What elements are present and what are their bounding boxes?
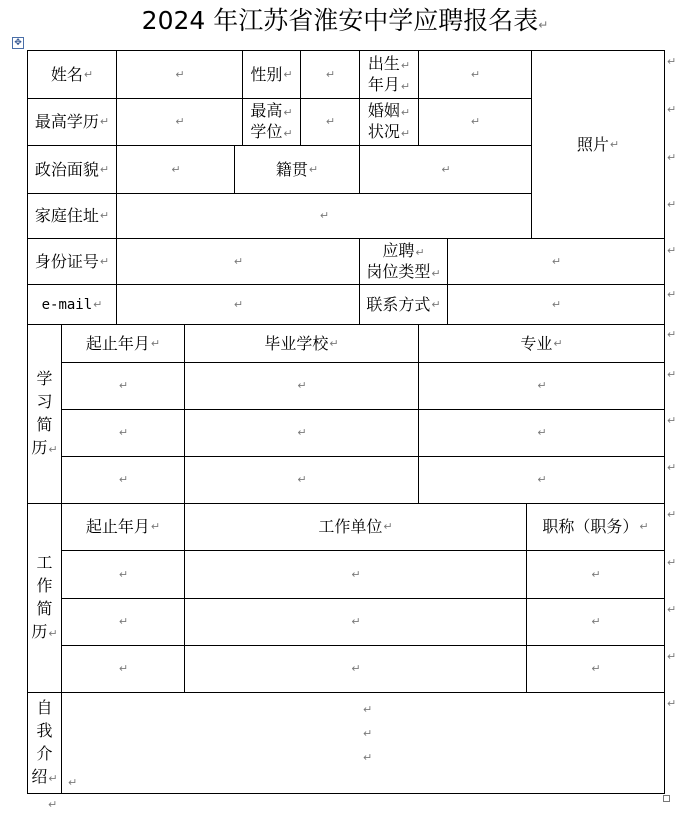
- row-end-mark: ↵: [667, 368, 677, 381]
- table-move-handle-icon[interactable]: ✥: [12, 37, 24, 49]
- contact-field[interactable]: ↵: [551, 297, 562, 311]
- row-end-mark: ↵: [667, 603, 677, 616]
- degree-field[interactable]: ↵: [325, 115, 336, 128]
- label-marriage: 婚姻↵ 状况↵: [367, 101, 411, 141]
- study-major-field[interactable]: ↵: [537, 426, 547, 439]
- politics-field[interactable]: ↵: [171, 162, 181, 176]
- label-id-number: 身份证号 ↵: [34, 251, 110, 271]
- row-end-mark: ↵: [667, 244, 677, 257]
- study-header-school: 毕业学校 ↵: [264, 333, 339, 353]
- work-employer-field[interactable]: ↵: [351, 567, 361, 581]
- study-school-field[interactable]: ↵: [297, 426, 307, 439]
- study-period-field[interactable]: ↵: [118, 379, 129, 392]
- label-contact: 联系方式 ↵: [366, 294, 441, 314]
- work-period-field[interactable]: ↵: [118, 662, 129, 675]
- intro-section-label: 自 我 介 绍↵: [31, 698, 58, 786]
- row-end-mark: ↵: [667, 288, 677, 301]
- work-header-employer: 工作单位 ↵: [318, 517, 393, 536]
- label-email: e-mail ↵: [41, 296, 103, 313]
- label-gender: 性别 ↵: [250, 64, 293, 84]
- work-period-field[interactable]: ↵: [118, 615, 129, 628]
- photo-box[interactable]: 照片 ↵: [576, 134, 620, 154]
- work-period-field[interactable]: ↵: [118, 567, 129, 581]
- label-native: 籍贯 ↵: [275, 159, 319, 179]
- work-title-field[interactable]: ↵: [591, 567, 601, 581]
- work-title-field[interactable]: ↵: [591, 615, 601, 628]
- row-end-mark: ↵: [667, 151, 677, 164]
- label-degree: 最高↵ 学位↵: [250, 101, 293, 141]
- row-end-mark: ↵: [667, 198, 677, 211]
- study-period-field[interactable]: ↵: [118, 426, 129, 439]
- study-header-period: 起止年月 ↵: [85, 333, 161, 353]
- row-end-mark: ↵: [667, 697, 677, 710]
- work-header-period: 起止年月 ↵: [85, 517, 161, 536]
- label-name: 姓名 ↵: [50, 64, 94, 84]
- work-section-label: 工 作 简 历↵: [31, 553, 58, 641]
- paragraph-mark: ↵: [68, 776, 78, 789]
- row-end-mark: ↵: [667, 414, 677, 427]
- study-school-field[interactable]: ↵: [297, 473, 307, 486]
- name-field[interactable]: ↵: [175, 67, 185, 81]
- birth-field[interactable]: ↵: [470, 67, 481, 81]
- intro-field[interactable]: [62, 693, 664, 793]
- study-header-major: 专业 ↵: [520, 333, 563, 353]
- label-birth: 出生↵ 年月↵: [367, 53, 411, 94]
- study-major-field[interactable]: ↵: [537, 473, 547, 486]
- work-header-title: 职称（职务） ↵: [542, 517, 649, 536]
- marriage-field[interactable]: ↵: [470, 115, 481, 128]
- address-field[interactable]: ↵: [319, 209, 330, 222]
- row-end-mark: ↵: [667, 55, 677, 68]
- row-end-mark: ↵: [667, 556, 677, 569]
- gender-field[interactable]: ↵: [325, 67, 336, 81]
- post-type-field[interactable]: ↵: [551, 254, 562, 268]
- study-school-field[interactable]: ↵: [297, 379, 307, 392]
- row-end-mark: ↵: [667, 650, 677, 663]
- work-employer-field[interactable]: ↵: [351, 662, 361, 675]
- row-end-mark: ↵: [667, 103, 677, 116]
- label-politics: 政治面貌 ↵: [34, 159, 110, 179]
- work-title-field[interactable]: ↵: [591, 662, 601, 675]
- study-section-label: 学 习 简 历↵: [31, 369, 58, 457]
- row-end-mark: ↵: [667, 461, 677, 474]
- row-end-mark: ↵: [667, 508, 677, 521]
- table-resize-handle[interactable]: [663, 795, 670, 802]
- education-field[interactable]: ↵: [175, 115, 185, 128]
- study-period-field[interactable]: ↵: [118, 473, 129, 486]
- paragraph-mark: ↵: [48, 798, 58, 811]
- work-employer-field[interactable]: ↵: [351, 615, 361, 628]
- label-address: 家庭住址 ↵: [34, 206, 110, 225]
- paragraph-mark: ↵: [363, 727, 373, 740]
- email-field[interactable]: ↵: [233, 297, 244, 311]
- paragraph-mark: ↵: [363, 703, 373, 716]
- paragraph-mark: ↵: [363, 751, 373, 764]
- label-post-type: 应聘↵ 岗位类型↵: [366, 240, 441, 281]
- label-education: 最高学历 ↵: [34, 112, 110, 131]
- id-number-field[interactable]: ↵: [233, 254, 244, 268]
- study-major-field[interactable]: ↵: [537, 379, 547, 392]
- page-title: 2024 年江苏省淮安中学应聘报名表↵: [141, 6, 549, 35]
- native-field[interactable]: ↵: [441, 162, 451, 176]
- row-end-mark: ↵: [667, 328, 677, 341]
